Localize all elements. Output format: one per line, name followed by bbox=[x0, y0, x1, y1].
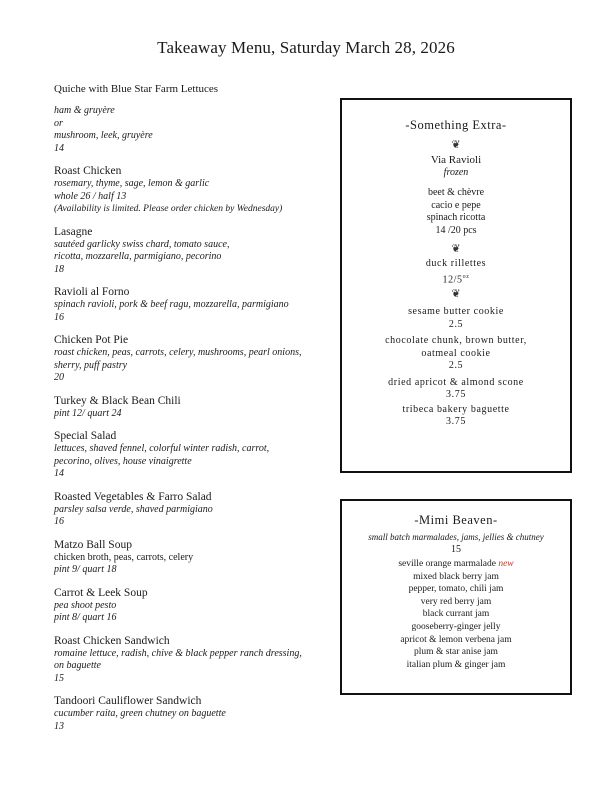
menu-item bbox=[54, 333, 334, 385]
mimi-beaven-box bbox=[340, 499, 572, 695]
menu-item-price: 14 bbox=[54, 468, 64, 479]
menu-item-desc: lettuces, shaved fennel, colorful winter radish, carrot, bbox=[54, 443, 270, 454]
menu-item-desc: pecorino, olives, house vinaigrette bbox=[54, 455, 192, 467]
menu-item bbox=[54, 394, 334, 421]
menu-item-name: Lasagne bbox=[54, 225, 93, 238]
price: 3.75 bbox=[446, 416, 466, 428]
unit: oz bbox=[462, 273, 470, 280]
menu-item-desc: romaine lettuce, radish, chive & black pepper ranch dressing, bbox=[54, 647, 302, 659]
something-extra-box bbox=[340, 98, 572, 473]
product-name: tribeca bakery baguette bbox=[402, 403, 510, 415]
menu-item bbox=[54, 694, 334, 733]
flavor: beet & chèvre bbox=[427, 187, 485, 198]
menu-item-desc: whole 26 / half 13 bbox=[54, 190, 127, 202]
jam-item: mixed black berry jam bbox=[413, 571, 499, 582]
menu-item-quiche bbox=[54, 105, 334, 155]
menu-item-price: 13 bbox=[54, 720, 64, 732]
menu-item-name: Quiche with Blue Star Farm Lettuces bbox=[54, 83, 219, 95]
menu-item bbox=[54, 285, 334, 324]
price: 14 /20 pcs bbox=[435, 224, 477, 236]
menu-item-name: Ravioli al Forno bbox=[54, 286, 130, 298]
menu-item bbox=[54, 538, 334, 577]
menu-item-desc: roast chicken, peas, carrots, celery, mushrooms, pearl onions, bbox=[54, 347, 302, 358]
box-subtitle: small batch marmalades, jams, jellies & chutney bbox=[368, 532, 544, 542]
menu-item-desc: pint 12/ quart 24 bbox=[54, 407, 122, 419]
menu-item-desc: pint 8/ quart 16 bbox=[54, 612, 117, 623]
flavor: cacio e pepe bbox=[431, 199, 481, 211]
box-title: -Mimi Beaven- bbox=[414, 513, 498, 527]
menu-item-desc: sherry, puff pastry bbox=[54, 359, 128, 371]
menu-item-price: 20 bbox=[54, 372, 64, 383]
menu-item-price: 18 bbox=[54, 263, 64, 275]
menu-item-name: Roast Chicken bbox=[54, 165, 122, 177]
jam-name: seville orange marmalade bbox=[398, 559, 496, 570]
jam-item: apricot & lemon verbena jam bbox=[400, 634, 512, 645]
menu-item bbox=[54, 429, 334, 481]
menu-item-name: Chicken Pot Pie bbox=[54, 334, 129, 346]
menu-item-desc: mushroom, leek, gruyère bbox=[54, 130, 153, 141]
product-name: sesame butter cookie bbox=[408, 306, 504, 318]
menu-item-name: Special Salad bbox=[54, 430, 117, 442]
product-name: duck rillettes bbox=[425, 258, 487, 269]
menu-item-price: 16 bbox=[54, 516, 64, 527]
new-badge: new bbox=[498, 559, 514, 570]
page-title: Takeaway Menu, Saturday March 28, 2026 bbox=[157, 38, 455, 57]
flavor: spinach ricotta bbox=[426, 212, 486, 223]
product-name: dried apricot & almond scone bbox=[388, 376, 524, 388]
menu-item-price: 14 bbox=[54, 142, 64, 154]
menu-item-name: Carrot & Leek Soup bbox=[54, 586, 148, 599]
menu-item-desc: sautéed garlicky swiss chard, tomato sauce, bbox=[54, 238, 230, 250]
menu-item-name: Roast Chicken Sandwich bbox=[54, 634, 170, 647]
menu-item-desc: chicken broth, peas, carrots, celery bbox=[54, 551, 194, 563]
box-title: -Something Extra- bbox=[405, 118, 507, 132]
menu-item-desc: ham & gruyère bbox=[54, 105, 115, 116]
menu-item bbox=[54, 634, 334, 686]
menu-item-desc: or bbox=[54, 117, 63, 129]
product-name: Via Ravioli bbox=[430, 154, 482, 166]
menu-item-price: 15 bbox=[54, 672, 64, 684]
menu-item-name: Turkey & Black Bean Chili bbox=[54, 394, 181, 407]
fleuron-icon: ❦ bbox=[451, 243, 461, 255]
menu-item-desc: rosemary, thyme, sage, lemon & garlic bbox=[54, 178, 210, 189]
menu-item-desc: pea shoot pesto bbox=[54, 599, 117, 611]
menu-item-desc: on baguette bbox=[54, 660, 101, 671]
menu-item-desc: pint 9/ quart 18 bbox=[54, 564, 117, 575]
price: 15 bbox=[451, 543, 461, 555]
main-menu-column bbox=[54, 82, 334, 742]
product-note: frozen bbox=[443, 166, 469, 178]
jam-item: very red berry jam bbox=[420, 596, 492, 607]
jam-item: black currant jam bbox=[422, 609, 490, 620]
fleuron-icon: ❦ bbox=[451, 288, 461, 301]
price: 2.5 bbox=[448, 360, 464, 372]
menu-item bbox=[54, 225, 334, 277]
price: 2.5 bbox=[448, 318, 464, 330]
price: 3.75 bbox=[446, 389, 466, 401]
menu-item-name: Tandoori Cauliflower Sandwich bbox=[54, 695, 202, 707]
price bbox=[342, 271, 570, 287]
jam-item: pepper, tomato, chili jam bbox=[408, 584, 504, 595]
menu-item-desc: ricotta, mozzarella, parmigiano, pecorino bbox=[54, 251, 222, 262]
product-name: chocolate chunk, brown butter, oatmeal cookie bbox=[385, 335, 527, 359]
jam-item: gooseberry-ginger jelly bbox=[411, 622, 501, 633]
menu-item-desc: (Availability is limited. Please order chicken by Wednesday) bbox=[54, 204, 283, 214]
menu-item bbox=[54, 164, 334, 216]
price-value: 12/5 bbox=[442, 273, 463, 285]
menu-item-desc: parsley salsa verde, shaved parmigiano bbox=[54, 503, 213, 515]
menu-item-desc: cucumber raita, green chutney on baguette bbox=[54, 708, 226, 719]
jam-item bbox=[342, 558, 570, 571]
jam-item: plum & star anise jam bbox=[414, 647, 498, 658]
menu-item-name: Matzo Ball Soup bbox=[54, 538, 132, 551]
menu-item-price: 16 bbox=[54, 311, 64, 323]
menu-item bbox=[54, 490, 334, 529]
menu-item-desc: spinach ravioli, pork & beef ragu, mozzarella, parmigiano bbox=[54, 299, 289, 310]
jam-item: italian plum & ginger jam bbox=[406, 659, 506, 670]
menu-item-name: Roasted Vegetables & Farro Salad bbox=[54, 490, 212, 503]
menu-item bbox=[54, 586, 334, 625]
fleuron-icon: ❦ bbox=[451, 139, 461, 151]
